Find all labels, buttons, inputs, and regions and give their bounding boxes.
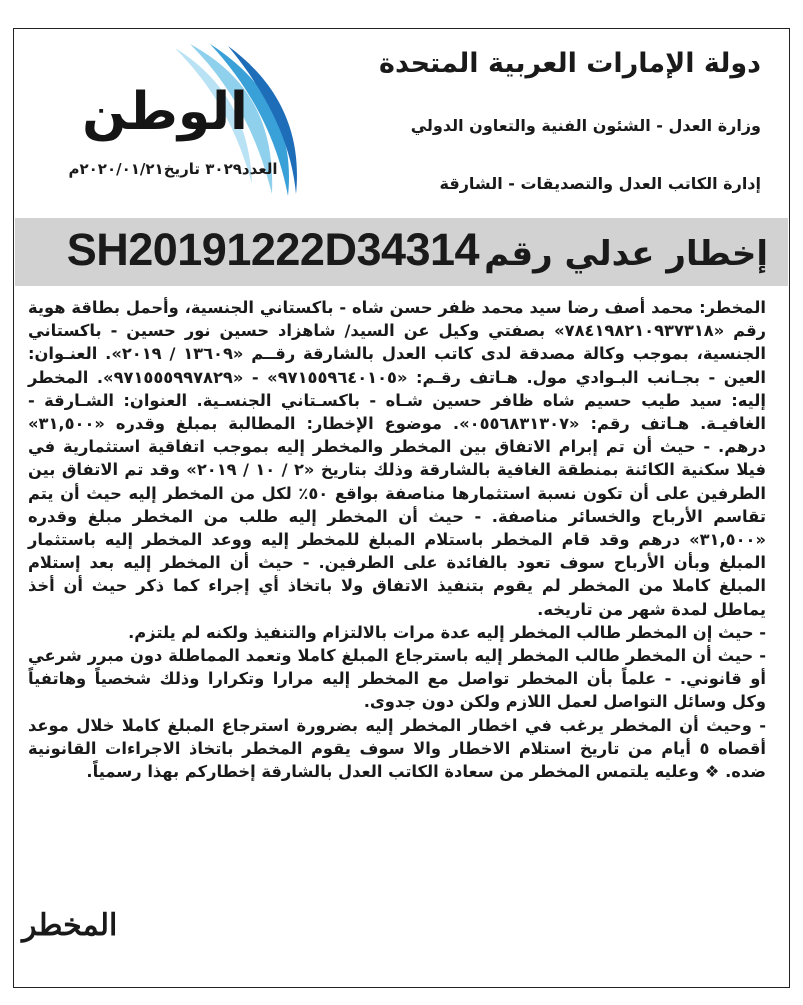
signature: المخطر: [22, 908, 118, 943]
banner-heading: [67, 224, 768, 276]
issue-line: العدد٣٠٢٩ تاريخ٢٠٢٠/٠١/٢١م: [68, 160, 278, 178]
newspaper-name: الوطن: [82, 82, 248, 142]
banner-title: إخطار عدلي رقم: [484, 234, 768, 274]
ministry-line: وزارة العدل - الشئون الفنية والتعاون الدولي: [410, 116, 761, 135]
body-paragraph: - حيث إن المخطر طالب المخطر إليه عدة مرات بالالتزام والتنفيذ ولكنه لم يلتزم.: [128, 622, 766, 642]
body-paragraph: - حيث أن المخطر طالب المخطر إليه باسترجاع المبلغ كاملا وتعمد المماطلة دون مبرر شرعي أو قانوني. - علماً بأن المخطر تواصل مع المخطر إليه مرارا وتكرارا وذلك شخصياً وهاتفياً وكل وسائل التواصل لعمل اللازم ولكن دون جدوى.: [28, 646, 766, 712]
notice-body: [28, 296, 766, 783]
department-line: إدارة الكاتب العدل والتصديقات - الشارقة: [439, 174, 761, 193]
country-title: دولة الإمارات العربية المتحدة: [379, 48, 761, 79]
notice-banner: [15, 218, 788, 286]
notice-number: SH20191222D34314: [66, 224, 480, 275]
body-paragraph: - وحيث أن المخطر يرغب في اخطار المخطر إليه بضرورة استرجاع المبلغ كاملا خلال موعد أقصاه ٥ أيام من تاريخ استلام الاخطار والا سوف يقوم المخطر باتخاذ الاجراءات القانونية ضده. ❖ وعليه يلتمس المخطر من سعادة الكاتب العدل بالشارقة إخطاركم بهذا رسمياً.: [28, 715, 766, 782]
body-paragraph: المخطر: محمد أصف رضا سيد محمد ظفر حسن شاه - باكستاني الجنسية، وأحمل بطاقة هوية رقم «٧٨٤١٩٨٢١٠٩٣٧٣١٨» بصفتي وكيل عن السيد/ شاهزاد حسين نور حسين - باكستاني الجنسية، بموجب وكالة مصدقة لدى كاتب العدل بالشارقة رقــم «١٣٦٠٩ / ٢٠١٩». العنـوان: العين - بجـانب البـوادي مول. هـاتف رقـم: «٩٧١٥٥٩٦٤٠١٠٥» - «٩٧١٥٥٥٩٩٧٨٢٩». المخطر إليه: سيد طيب حسيم شاه ظافر حسين شـاه - باكسـتاني الجنسـية. العنوان: الشـارقة - الغافيـة. هـاتف رقم: «٠٥٥٦٨٣١٣٠٧». موضوع الإخطار: المطالبة بمبلغ وقدره «٣١,٥٠٠» درهم. - حيث أن تم إبرام الاتفاق بين المخطر والمخطر إليه بموجب اتفاقية استثمارية في فيلا سكنية الكائنة بمنطقة الغافية بالشارقة وذلك بتاريخ «٢ / ١٠ / ٢٠١٩» وقد تم الاتفاق بين الطرفين على أن تكون نسبة استثمارها مناصفة بواقع ٥٠٪ لكل من المخطر إليه حيث أن يتم تقاسم الأرباح والخسائر مناصفة. - حيث أن المخطر إليه طلب من المخطر مبلغ وقدره «٣١,٥٠٠» درهم وقد قام المخطر باستلام المبلغ للمخطر إليه ووعد المخطر إليه باستثمار المبلغ وبأن الأرباح سوف تعود بالفائدة على الطرفين. - حيث أن المخطر إليه بعد إستلام المبلغ كاملا من المخطر لم يقوم بتنفيذ الاتفاق ولا باتخاذ أي إجراء كما ذكر حيث أن أخذ يماطل لمدة شهر من تاريخه.: [28, 298, 767, 619]
